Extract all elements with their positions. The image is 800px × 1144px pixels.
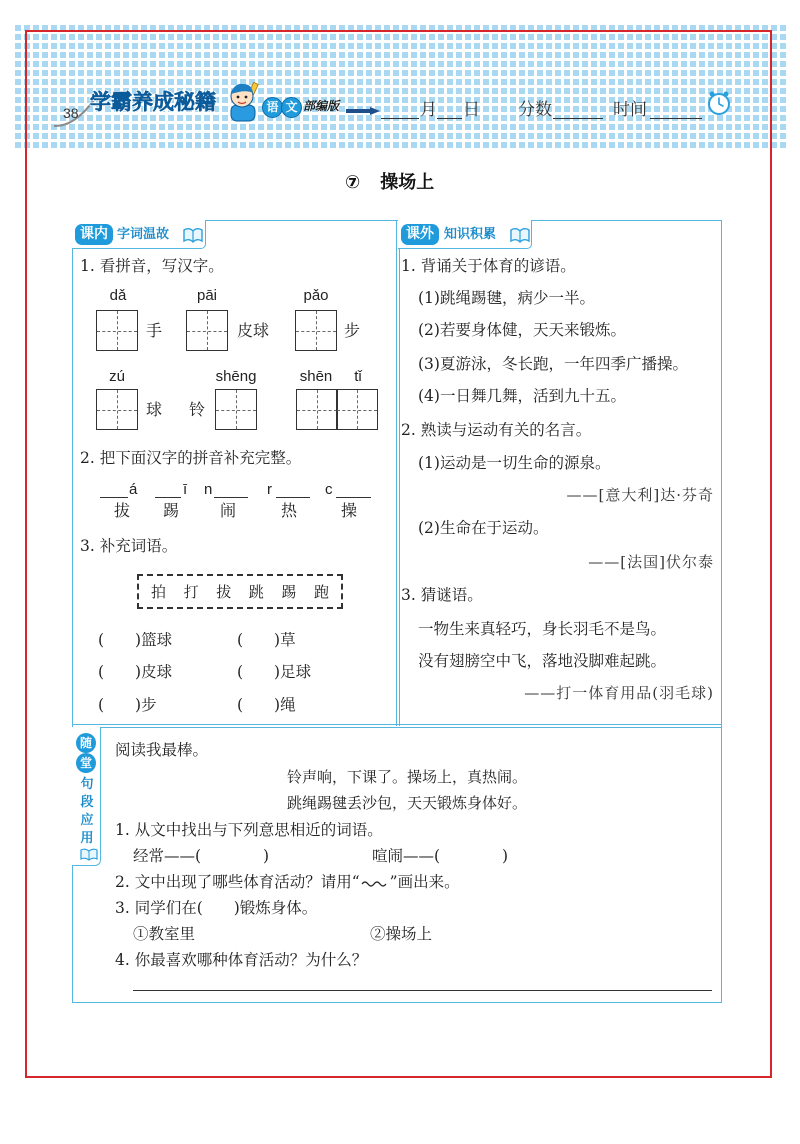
word-bank-item: 跑 <box>313 583 329 601</box>
question-prompt: 3. 同学们在( )锻炼身体。 <box>115 899 318 917</box>
panel-divider <box>396 220 400 726</box>
word-context: 步 <box>344 321 361 340</box>
pinyin-blank[interactable] <box>276 497 310 498</box>
word-context: 铃 <box>189 400 206 419</box>
series-title: 学霸养成秘籍 <box>90 90 216 114</box>
fill-word-item[interactable]: ( )草 <box>237 631 296 649</box>
writing-grid-box[interactable] <box>296 389 338 430</box>
pinyin-blank[interactable] <box>100 497 128 498</box>
quote-source: ——[意大利]达·芬奇 <box>566 486 714 504</box>
month-blank[interactable] <box>381 118 419 119</box>
synonym-item[interactable]: 经常——( ) <box>133 847 270 865</box>
question-prompt <box>115 872 460 892</box>
hanzi-char: 热 <box>281 501 298 520</box>
word-bank-item: 打 <box>183 583 199 601</box>
extra-tab-badge: 课外 <box>401 224 439 245</box>
passage-line: 铃声响，下课了。操场上，真热闹。 <box>287 768 528 786</box>
pinyin-label: pāi <box>196 287 218 304</box>
hanzi-char: 闹 <box>220 501 237 520</box>
word-context: 球 <box>146 400 163 419</box>
hanzi-char: 操 <box>341 501 358 520</box>
book-icon <box>182 226 204 244</box>
extra-tab-name: 知识积累 <box>444 227 497 242</box>
time-label: 时间 <box>613 100 647 120</box>
word-context: 皮球 <box>237 321 270 340</box>
book-icon <box>80 847 98 862</box>
word-context: 手 <box>146 321 163 340</box>
score-label: 分数 <box>518 100 552 120</box>
word-bank <box>137 574 343 609</box>
writing-grid-box[interactable] <box>186 310 228 351</box>
quote-line: (1)运动是一切生命的源泉。 <box>418 454 611 472</box>
question-prompt: 2. 把下面汉字的拼音补充完整。 <box>80 449 302 467</box>
question-prompt: 4. 你最喜欢哪种体育活动？为什么？ <box>115 951 368 969</box>
day-blank[interactable] <box>437 118 462 119</box>
question-text: ”画出来。 <box>389 873 460 891</box>
riddle-line: 一物生来真轻巧，身长羽毛不是鸟。 <box>418 620 667 638</box>
fill-word-item[interactable]: ( )绳 <box>237 696 296 714</box>
pinyin-fragment: n <box>204 481 213 498</box>
page-number: 38 <box>63 105 79 121</box>
word-bank-item: 跳 <box>248 583 264 601</box>
riddle-line: 没有翅膀空中飞，落地没脚难起跳。 <box>418 652 667 670</box>
riddle-answer: ——打一体育用品(羽毛球) <box>524 684 714 702</box>
question-prompt: 1. 背诵关于体育的谚语。 <box>401 257 576 275</box>
question-prompt: 1. 从文中找出与下列意思相近的词语。 <box>115 821 383 839</box>
practice-tab-char: 段 <box>80 795 94 810</box>
fill-word-item[interactable]: ( )步 <box>98 696 157 714</box>
word-bank-item: 拔 <box>216 583 232 601</box>
lesson-title: 操场上 <box>380 172 435 193</box>
time-blank[interactable] <box>650 118 702 119</box>
question-prompt: 3. 补充词语。 <box>80 537 178 555</box>
pinyin-blank[interactable] <box>214 497 248 498</box>
proverb-line: (1)跳绳踢毽，病少一半。 <box>418 289 595 307</box>
practice-tab-badge-char: 堂 <box>76 753 96 773</box>
pinyin-blank[interactable] <box>155 497 181 498</box>
proverb-line: (2)若要身体健，天天来锻炼。 <box>418 321 626 339</box>
pen-icon <box>346 102 382 118</box>
question-prompt: 2. 熟读与运动有关的名言。 <box>401 421 592 439</box>
passage-line: 跳绳踢毽丢沙包，天天锻炼身体好。 <box>287 794 528 812</box>
proverb-line: (4)一日舞几舞，活到九十五。 <box>418 387 626 405</box>
question-prompt: 3. 猜谜语。 <box>401 586 483 604</box>
edition-label: 部编版 <box>303 99 340 113</box>
practice-tab-char: 应 <box>80 813 94 828</box>
hanzi-char: 踢 <box>163 501 180 520</box>
fill-word-item[interactable]: ( )足球 <box>237 663 312 681</box>
practice-tab-char: 句 <box>80 777 94 792</box>
in-class-tab-badge: 课内 <box>75 224 113 245</box>
synonym-item[interactable]: 喧闹——( ) <box>372 847 509 865</box>
quote-source: ——[法国]伏尔泰 <box>588 553 714 571</box>
practice-tab-char: 用 <box>80 831 94 846</box>
proverb-line: (3)夏游泳，冬长跑，一年四季广播操。 <box>418 355 688 373</box>
word-bank-item: 踢 <box>281 583 297 601</box>
reading-intro: 阅读我最棒。 <box>115 741 209 759</box>
pinyin-label: shēng <box>215 368 257 385</box>
pinyin-fragment: r <box>267 481 272 498</box>
writing-grid-box[interactable] <box>96 310 138 351</box>
writing-grid-box[interactable] <box>295 310 337 351</box>
book-icon <box>509 226 531 244</box>
answer-option[interactable]: ②操场上 <box>370 925 433 943</box>
pinyin-label: shēn <box>299 368 333 385</box>
section-divider <box>72 724 722 728</box>
lesson-heading <box>345 172 434 194</box>
score-blank[interactable] <box>553 118 603 119</box>
lesson-number: ⑦ <box>345 172 361 193</box>
pinyin-label: tǐ <box>354 368 362 385</box>
pinyin-fragment: á <box>129 481 138 498</box>
pinyin-fragment: c <box>325 481 333 498</box>
writing-grid-box[interactable] <box>336 389 378 430</box>
fill-word-item[interactable]: ( )皮球 <box>98 663 173 681</box>
question-text: 2. 文中出现了哪些体育活动？请用“ <box>115 873 360 891</box>
word-bank-item: 拍 <box>151 583 167 601</box>
quote-line: (2)生命在于运动。 <box>418 519 549 537</box>
pinyin-label: zú <box>109 368 125 385</box>
hanzi-char: 拔 <box>114 501 131 520</box>
wavy-line-mark <box>360 878 390 890</box>
writing-grid-box[interactable] <box>215 389 257 430</box>
answer-line[interactable] <box>133 990 712 991</box>
fill-word-item[interactable]: ( )篮球 <box>98 631 173 649</box>
clock-icon <box>706 90 732 116</box>
writing-grid-box[interactable] <box>96 389 138 430</box>
subject-badge-char: 文 <box>281 97 302 118</box>
question-prompt: 1. 看拼音，写汉字。 <box>80 257 224 275</box>
answer-option[interactable]: ①教室里 <box>133 925 196 943</box>
mascot-icon <box>222 78 264 124</box>
subject-badge-char: 语 <box>262 97 283 118</box>
practice-tab-badge-char: 随 <box>76 733 96 753</box>
month-label: 月 <box>420 100 437 120</box>
day-label: 日 <box>463 100 480 120</box>
pinyin-label: pǎo <box>303 287 329 304</box>
pinyin-fragment: ī <box>183 481 188 498</box>
in-class-tab-name: 字词温故 <box>117 227 170 242</box>
pinyin-label: dǎ <box>109 287 127 304</box>
pinyin-blank[interactable] <box>336 497 371 498</box>
